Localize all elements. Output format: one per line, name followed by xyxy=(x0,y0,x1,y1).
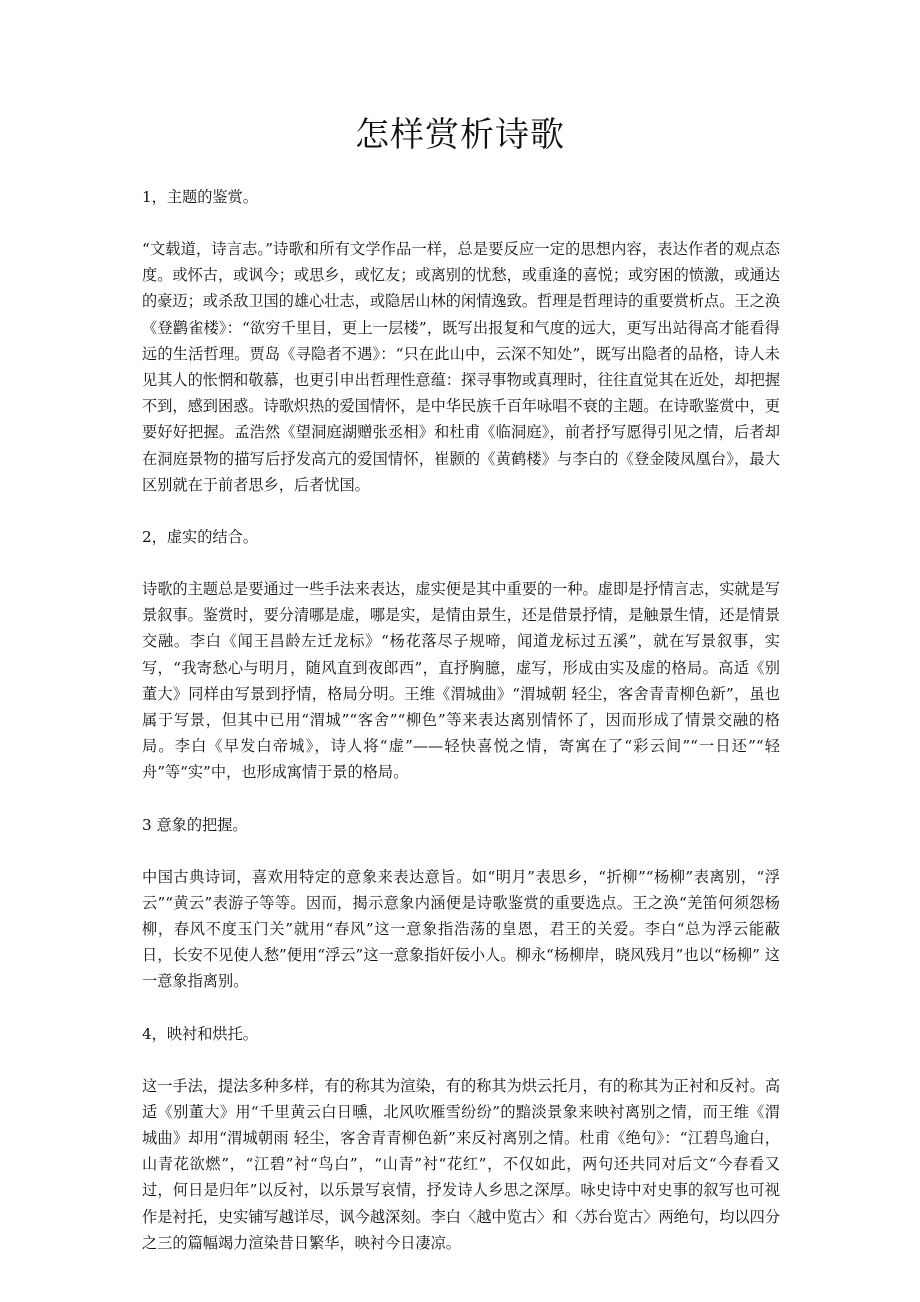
section-paragraph: 这一手法，提法多种多样，有的称其为渲染，有的称其为烘云托月，有的称其为正衬和反衬。高适《别董大》用“千里黄云白日曛，北风吹雁雪纷纷”的黯淡景象来映衬离别之情，而王维《渭城曲》却用“渭城朝雨 轻尘，客舍青青柳色新”来反衬离别之情。杜甫《绝句》：“江碧鸟逾白，山青花欲燃”，“江碧”衬“鸟白”，“山青”衬“花红”，不仅如此，两句还共同对后文“今春看又过，何日是归年”以反衬，以乐景写哀情，抒发诗人乡思之深厚。咏史诗中对史事的叙写也可视作是衬托，史实铺写越详尽，讽今越深刻。李白〈越中览古〉和〈苏台览古〉两绝句，均以四分之三的篇幅竭力渲染昔日繁华，映衬今日凄凉。 xyxy=(142,1076,780,1252)
section-paragraph: 诗歌的主题总是要通过一些手法来表达，虚实便是其中重要的一种。虚即是抒情言志，实就是写景叙事。鉴赏时，要分清哪是虚，哪是实，是情由景生，还是借景抒情，是触景生情，还是情景交融。李白《闻王昌龄左迁龙标》“杨花落尽子规啼，闻道龙标过五溪”，就在写景叙事，实写，“我寄愁心与明月，随风直到夜郎西”，直抒胸臆，虚写，形成由实及虚的格局。高适《别董大》同样由写景到抒情，格局分明。王维《渭城曲》“渭城朝 轻尘，客舍青青柳色新”，虽也属于写景，但其中已用“渭城”“客舍”“柳色”等来表达离别情怀了，因而形成了情景交融的格局。李白《早发白帝城》，诗人将“虚”——轻快喜悦之情，寄寓在了“彩云间”“一日还”“轻舟”等“实”中，也形成寓情于景的格局。 xyxy=(142,580,780,782)
document-title: 怎样赏析诗歌 xyxy=(355,115,565,155)
section-virtual-real xyxy=(142,524,780,786)
section-heading: 1，主题的鉴赏。 xyxy=(142,188,258,206)
section-heading: 2，虚实的结合。 xyxy=(142,528,258,547)
section-paragraph: “文载道，诗言志。”诗歌和所有文学作品一样，总是要反应一定的思想内容，表达作者的观点态度。或怀古，或讽今；或思乡，或忆友；或离别的忧愁，或重逢的喜悦；或穷困的愤激，或通达的豪迈；或杀敌卫国的雄心壮志，或隐居山林的闲情逸致。哲理是哲理诗的重要赏析点。王之涣《登鹳雀楼》：“欲穷千里目，更上一层楼”，既写出报复和气度的远大，更写出站得高才能看得远的生活哲理。贾岛《寻隐者不遇》：“只在此山中，云深不知处”，既写出隐者的品格，诗人未见其人的怅惘和敬慕，也更引申出哲理性意蕴：探寻事物或真理时，往往直觉其在近处，却把握不到，感到困惑。诗歌炽热的爱国情怀，是中华民族千百年咏唱不衰的主题。在诗歌鉴赏中，更要好好把握。孟浩然《望洞庭湖赠张丞相》和杜甫《临洞庭》，前者抒写愿得引见之情，后者却在洞庭景物的描写后抒发高亢的爱国情怀，崔颢的《黄鹤楼》与李白的《登金陵凤凰台》，最大区别就在于前者思乡，后者忧国。 xyxy=(142,240,780,494)
section-heading: 3 意象的把握。 xyxy=(142,815,248,834)
section-paragraph: 中国古典诗词，喜欢用特定的意象来表达意旨。如“明月”表思乡，“折柳”“杨柳”表离别，“浮云”“黄云”表游子等等。因而，揭示意象内涵便是诗歌鉴赏的重要选点。王之涣“羌笛何须怨杨柳，春风不度玉门关”就用“春风”这一意象指浩荡的皇恩，君王的关爱。李白“总为浮云能蔽日，长安不见使人愁”便用“浮云”这一意象指奸佞小人。柳永“杨柳岸，晓风残月”也以“杨柳” 这一意象指离别。 xyxy=(142,867,780,991)
document-body xyxy=(142,184,780,1282)
section-imagery xyxy=(142,812,780,995)
section-contrast xyxy=(142,1021,780,1256)
section-heading: 4，映衬和烘托。 xyxy=(142,1024,258,1043)
section-theme xyxy=(142,184,780,498)
